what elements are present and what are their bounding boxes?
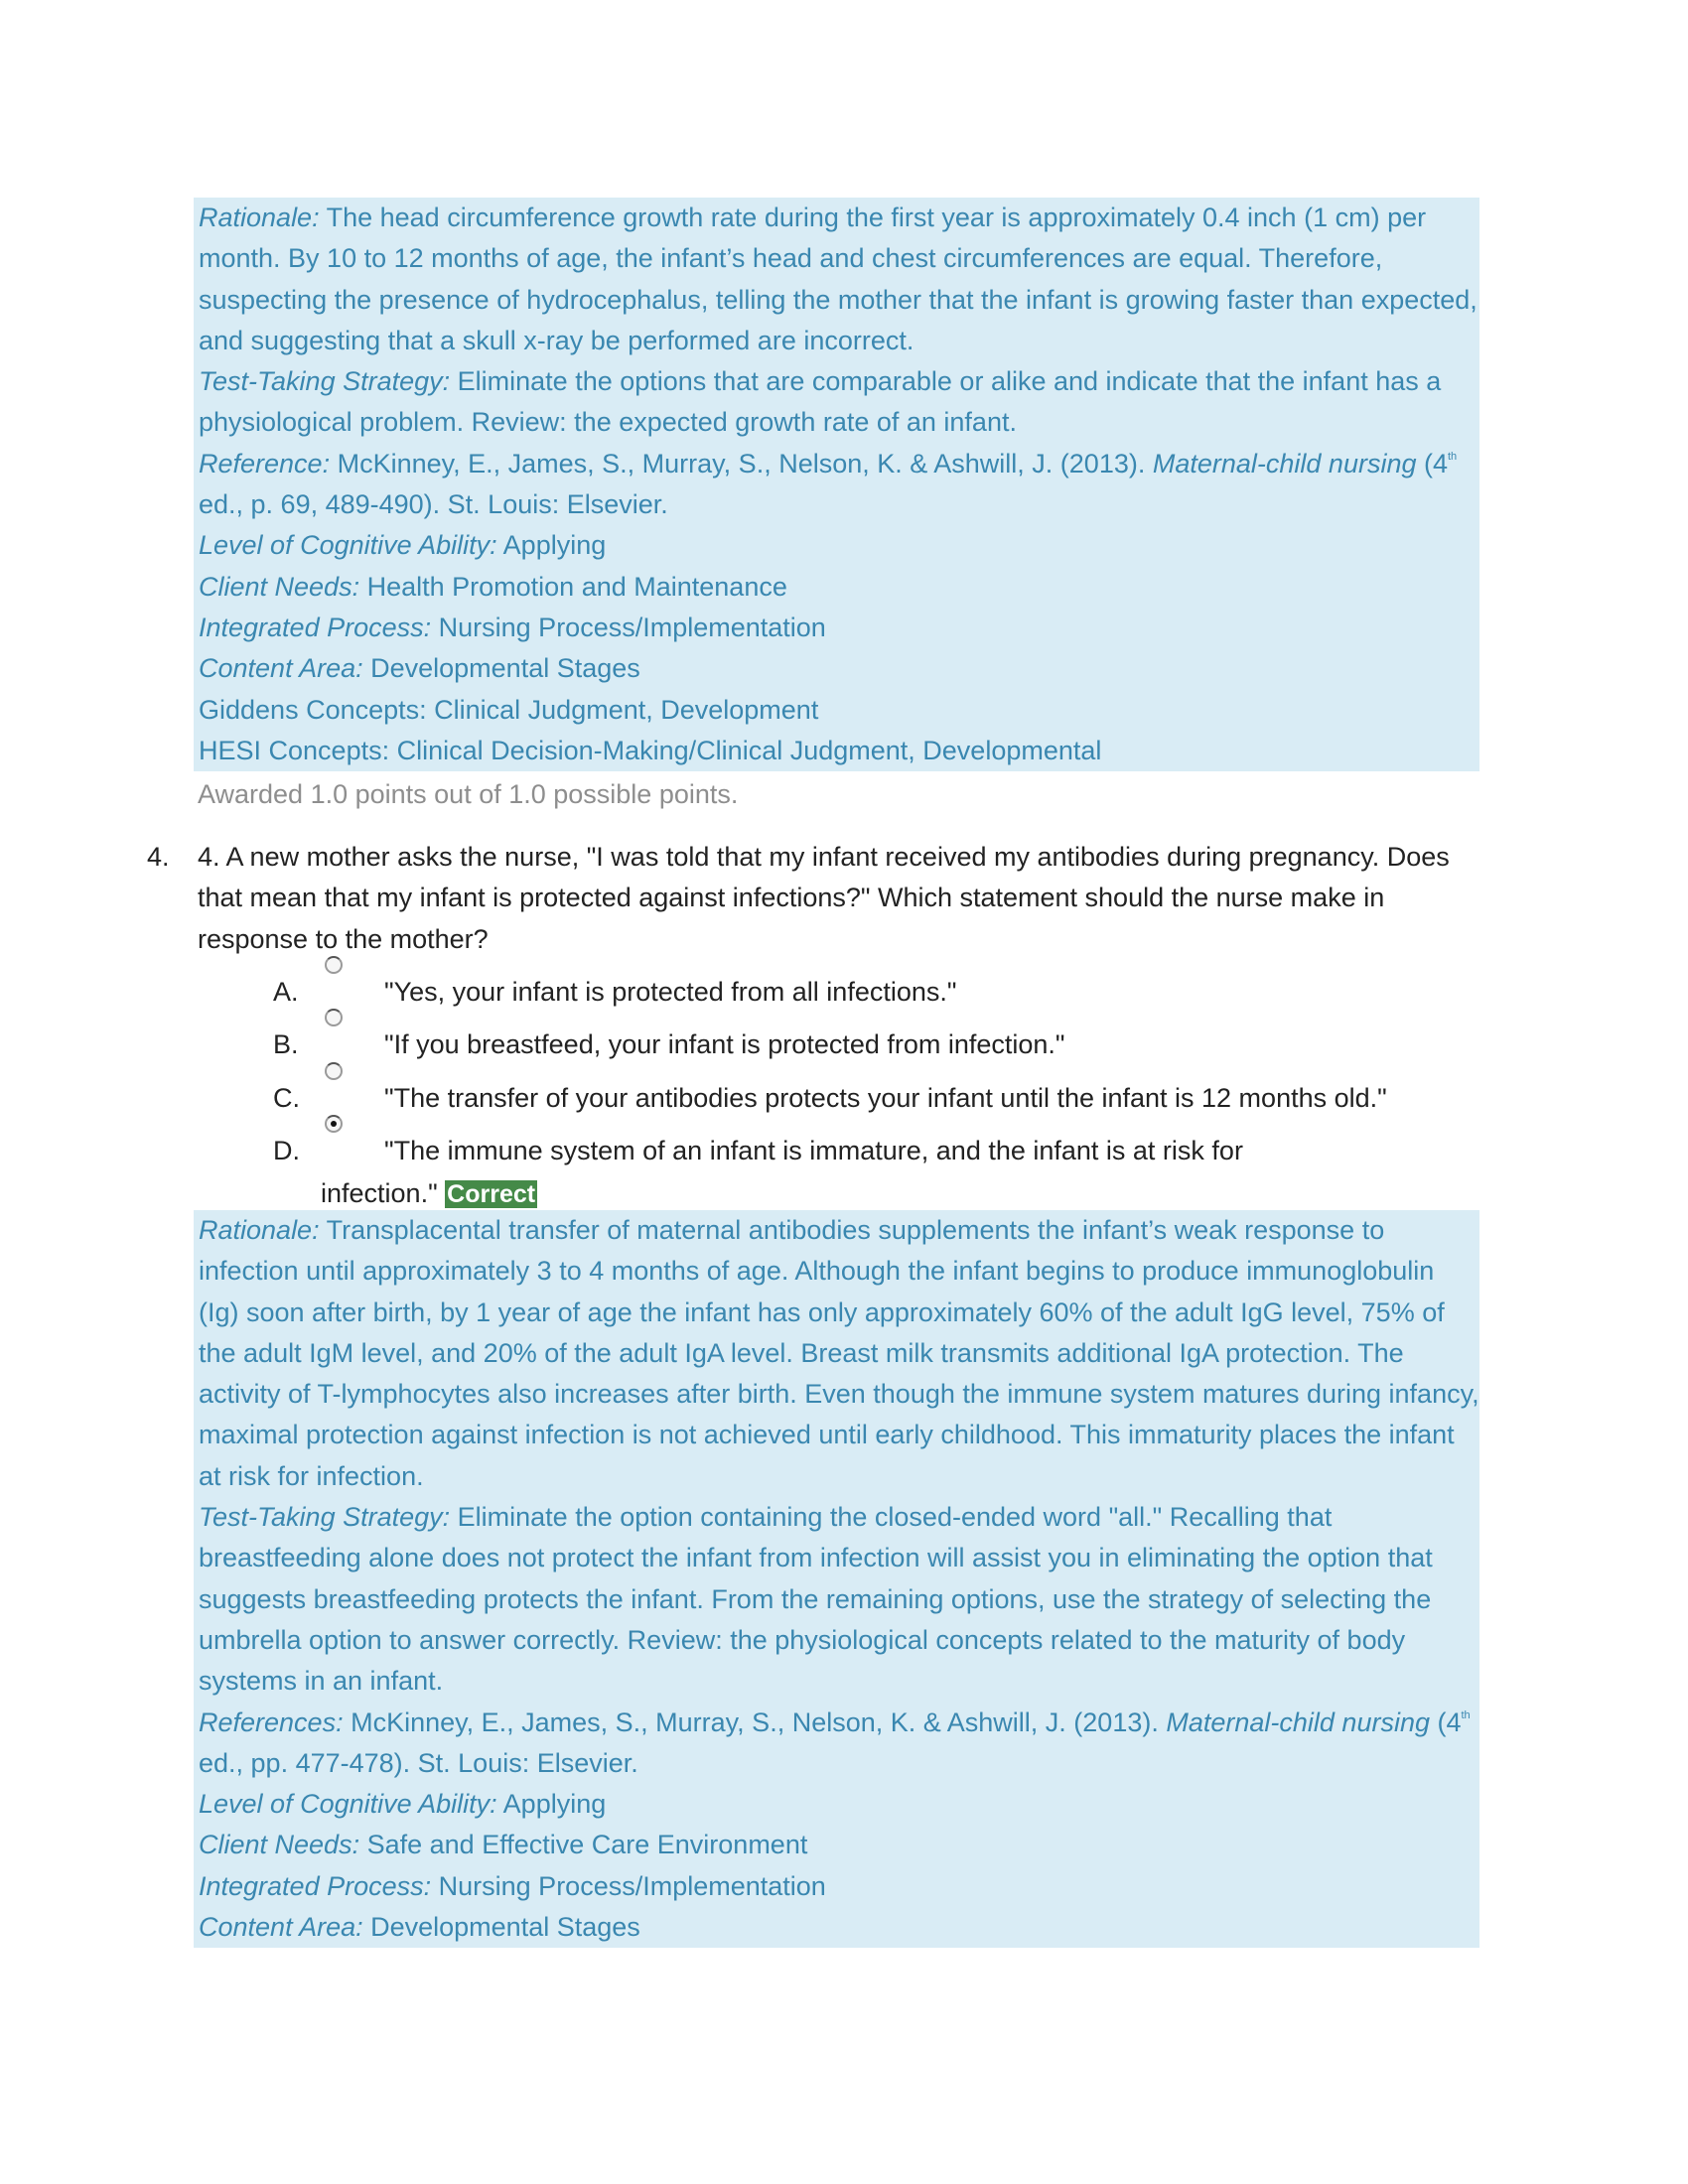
option-letter: D. [273,1136,300,1165]
radio-button[interactable] [325,1009,343,1026]
rationale [199,198,1479,361]
text: Safe and Effective Care Environment [359,1830,808,1860]
text: Nursing Process/Implementation [431,612,826,642]
text: Applying [496,530,607,561]
question-number: 4. [147,842,170,872]
radio-button[interactable] [325,1062,343,1080]
label: Rationale: [199,203,320,232]
reference [199,1703,1479,1785]
option-letter: B. [273,1029,299,1059]
rationale [199,1210,1479,1497]
text: (4 [1416,448,1448,478]
label: Content Area: [199,1912,363,1943]
correct-badge: Correct [447,1180,536,1208]
radio-button[interactable] [325,956,343,974]
text: The head circumference growth rate during the first year is approximately 0.4 inch (1 cm) per month. By 10 to 12 months of age, the infant’s head and chest circumferences are equal. Therefore, suspecting the presence of hydrocephalus, telling the mother that the infant is growing faster than expected, and suggesting that a skull x-ray be performed are incorrect. [199,203,1477,355]
text: Eliminate the options that are comparable or alike and indicate that the infant has a physiological problem. Review: the expected growth rate of an infant. [199,366,1442,438]
label: Integrated Process: [199,1870,432,1901]
text: Developmental Stages [362,1912,640,1943]
cognitive-level [199,525,1479,566]
option-letter: A. [273,977,299,1007]
option-text: "Yes, your infant is protected from all infections." [384,977,957,1007]
giddens-concepts: Giddens Concepts: Clinical Judgment, Development [199,694,819,725]
text: McKinney, E., James, S., Murray, S., Nelson, K. & Ashwill, J. (2013). [343,1706,1167,1737]
label: Integrated Process: [199,612,432,642]
content-area [199,648,1479,689]
client-needs [199,567,1479,608]
label: Reference: [199,448,331,478]
text: Nursing Process/Implementation [431,1870,826,1901]
integrated-process [199,608,1479,648]
text: ed., p. 69, 489-490). St. Louis: Elsevier. [199,489,668,520]
label: Test-Taking Strategy: [199,366,451,397]
option-text: infection." [321,1178,438,1208]
book-title: Maternal-child nursing [1152,448,1417,478]
text: Health Promotion and Maintenance [359,571,787,602]
question-text: 4. A new mother asks the nurse, "I was told that my infant received my antibodies during pregnancy. Does that mean that my infant is protected against infections?" Which statement should the nurse make in response to the mother? [198,842,1450,954]
text: Eliminate the option containing the closed-ended word "all." Recalling that breastfeeding alone does not protect the infant from infection will assist you in eliminating the option that suggests breastfeeding protects the infant. From the remaining options, use the strategy of selecting the umbrella option to answer correctly. Review: the physiological concepts related to the maturity of body systems in an infant. [199,1502,1433,1697]
label: Level of Cognitive Ability: [199,1789,497,1820]
book-title: Maternal-child nursing [1166,1706,1430,1737]
label: Content Area: [199,653,363,684]
option-text: "If you breastfeed, your infant is protected from infection." [384,1029,1065,1059]
text: Developmental Stages [362,653,640,684]
label: Level of Cognitive Ability: [199,530,497,561]
radio-button-selected[interactable] [325,1115,343,1133]
cognitive-level [199,1784,1479,1825]
option-text: "The immune system of an infant is immature, and the infant is at risk for [384,1136,1243,1165]
awarded-points: Awarded 1.0 points out of 1.0 possible points. [198,779,739,809]
content-area [199,1907,1479,1948]
superscript: th [1461,1708,1471,1721]
reference [199,444,1479,526]
label: References: [199,1706,344,1737]
text: ed., pp. 477-478). St. Louis: Elsevier. [199,1747,638,1778]
q4-rationale-panel [194,1210,1479,1948]
text: Transplacental transfer of maternal antibodies supplements the infant’s weak response to infection until approximately 3 to 4 months of age. Although the infant begins to produce immunoglobulin (Ig) soon after birth, by 1 year of age the infant has only approximately 60% of the adult IgG level, 75% of the adult IgM level, and 20% of the adult IgA level. Breast milk transmits additional IgA protection. The activity of T-lymphocytes also increases after birth. Even though the immune system matures during infancy, maximal protection against infection is not achieved until early childhood. This immaturity places the infant at risk for infection. [199,1215,1479,1491]
text: Applying [496,1789,607,1820]
label: Test-Taking Strategy: [199,1502,451,1533]
label: Client Needs: [199,571,360,602]
hesi-concepts: HESI Concepts: Clinical Decision-Making/Clinical Judgment, Developmental [199,735,1102,765]
option-letter: C. [273,1083,300,1113]
option-text: "The transfer of your antibodies protects your infant until the infant is 12 months old." [384,1083,1387,1113]
option-d-continuation [321,1173,537,1215]
client-needs [199,1825,1479,1865]
integrated-process [199,1866,1479,1907]
q3-rationale-panel [194,198,1479,771]
test-taking-strategy [199,1497,1479,1702]
test-taking-strategy [199,361,1479,444]
label: Rationale: [199,1215,320,1245]
label: Client Needs: [199,1830,360,1860]
superscript: th [1448,450,1458,463]
text: (4 [1429,1706,1462,1737]
text: McKinney, E., James, S., Murray, S., Nelson, K. & Ashwill, J. (2013). [330,448,1153,478]
